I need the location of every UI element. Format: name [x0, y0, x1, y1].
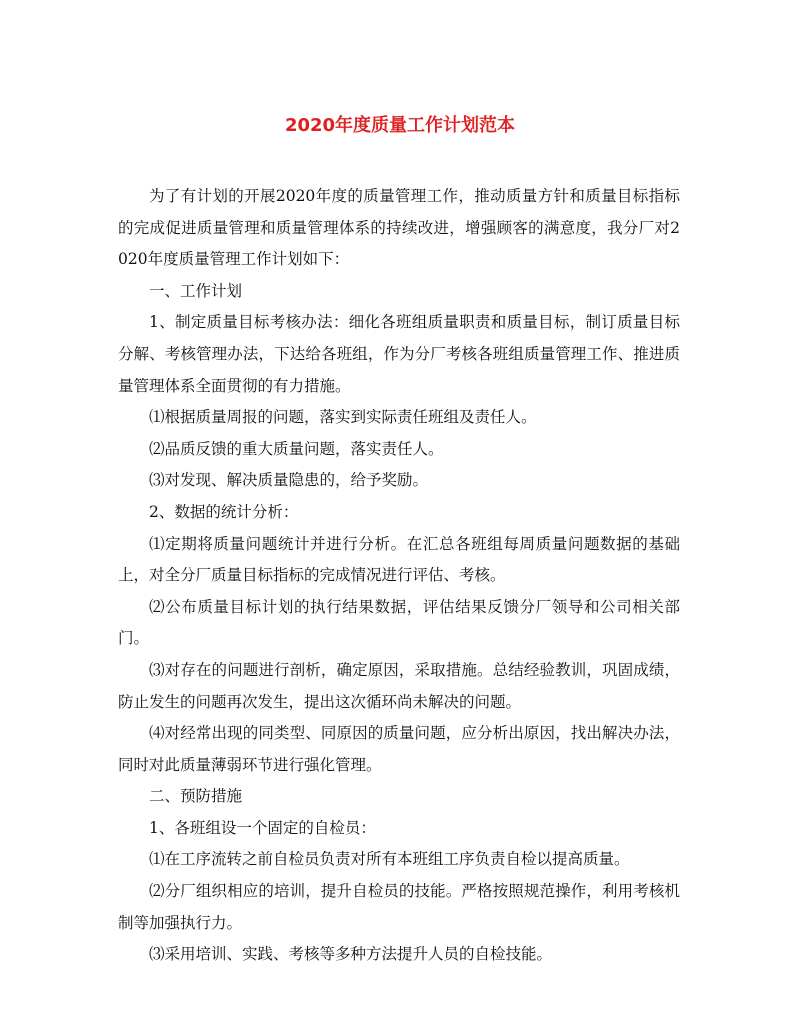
- paragraph-subitem-1-3: ⑶对发现、解决质量隐患的，给予奖励。: [149, 471, 429, 490]
- paragraph-subitem-3-1: ⑴在工序流转之前自检员负责对所有本班组工序负责自检以提高质量。: [149, 850, 630, 869]
- intro-paragraph: 为了有计划的开展2020年度的质量管理工作，推动质量方针和质量目标指标的完成促进质量管理和质量管理体系的持续改进，增强顾客的满意度，我分厂对2020年度质量管理工作计划如下：: [118, 187, 680, 269]
- paragraph-subitem-2-4: ⑷对经常出现的同类型、同原因的质量问题，应分析出原因，找出解决办法，同时对此质量薄弱环节进行强化管理。: [118, 724, 680, 774]
- paragraph-subitem-1-1: ⑴根据质量周报的问题，落实到实际责任班组及责任人。: [149, 408, 537, 427]
- paragraph-subitem-2-2: ⑵公布质量目标计划的执行结果数据，评估结果反馈分厂领导和公司相关部门。: [118, 597, 680, 648]
- section-heading-work-plan: 一、工作计划: [149, 281, 243, 300]
- paragraph-subitem-2-1: ⑴定期将质量问题统计并进行分析。在汇总各班组每周质量问题数据的基础上，对全分厂质量目标指标的完成情况进行评估、考核。: [118, 534, 680, 585]
- paragraph-subitem-1-2: ⑵品质反馈的重大质量问题，落实责任人。: [149, 439, 444, 458]
- paragraph-item-2: 2、数据的统计分析：: [149, 502, 299, 521]
- paragraph-subitem-3-3: ⑶采用培训、实践、考核等多种方法提升人员的自检技能。: [149, 945, 553, 964]
- document-body: [118, 181, 680, 971]
- paragraph-item-3: 1、各班组设一个固定的自检员：: [149, 818, 376, 837]
- paragraph-item-1: 1、制定质量目标考核办法：细化各班组质量职责和质量目标，制订质量目标分解、考核管理办法，下达给各班组，作为分厂考核各班组质量管理工作、推进质量管理体系全面贯彻的有力措施。: [118, 313, 680, 395]
- document-title: 2020年度质量工作计划范本: [284, 115, 516, 136]
- section-heading-prevention: 二、预防措施: [149, 787, 243, 806]
- paragraph-subitem-3-2: ⑵分厂组织相应的培训，提升自检员的技能。严格按照规范操作，利用考核机制等加强执行力。: [118, 882, 680, 932]
- paragraph-subitem-2-3: ⑶对存在的问题进行剖析，确定原因，采取措施。总结经验教训，巩固成绩，防止发生的问题再次发生，提出这次循环尚未解决的问题。: [118, 660, 680, 711]
